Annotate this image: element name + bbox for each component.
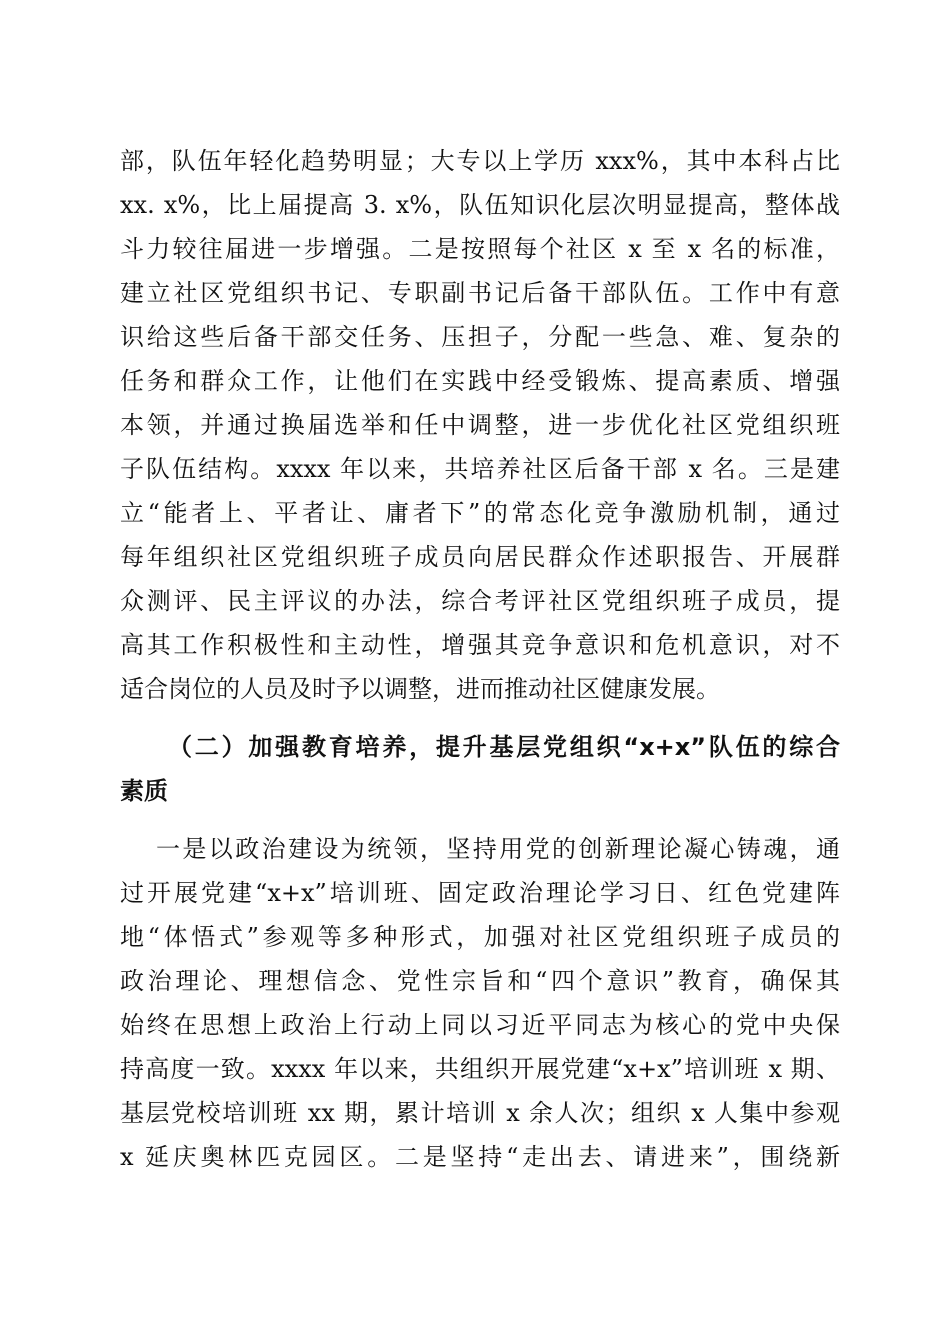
body-text-line: 持高度一致。xxxx 年以来，共组织开展党建“x+x”培训班 x 期、 xyxy=(120,1055,840,1083)
body-text-line: x 延庆奥林匹克园区。二是坚持“走出去、请进来”，围绕新 xyxy=(120,1143,840,1171)
body-text-line: 本领，并通过换届选举和任中调整，进一步优化社区党组织班 xyxy=(120,411,840,439)
section-heading-continued: 素质 xyxy=(120,777,168,805)
body-text-line: 过开展党建“x+x”培训班、固定政治理论学习日、红色党建阵 xyxy=(120,879,840,907)
body-text-line: 基层党校培训班 xx 期，累计培训 x 余人次；组织 x 人集中参观 xyxy=(120,1099,840,1127)
body-text-line: 高其工作积极性和主动性，增强其竞争意识和危机意识，对不 xyxy=(120,631,840,659)
body-text-line: 任务和群众工作，让他们在实践中经受锻炼、提高素质、增强 xyxy=(120,367,840,395)
body-text-line: 部，队伍年轻化趋势明显；大专以上学历 xxx%，其中本科占比 xyxy=(120,147,840,175)
body-text-line: 立“能者上、平者让、庸者下”的常态化竞争激励机制，通过 xyxy=(120,499,840,527)
body-text-line: 众测评、民主评议的办法，综合考评社区党组织班子成员，提 xyxy=(120,587,840,615)
body-text-line: 斗力较往届进一步增强。二是按照每个社区 x 至 x 名的标准， xyxy=(120,235,840,263)
body-text-line: 地“体悟式”参观等多种形式，加强对社区党组织班子成员的 xyxy=(120,923,840,951)
body-text-line: 建立社区党组织书记、专职副书记后备干部队伍。工作中有意 xyxy=(120,279,840,307)
body-text-line: 适合岗位的人员及时予以调整，进而推动社区健康发展。 xyxy=(120,675,720,703)
section-heading: （二）加强教育培养，提升基层党组织“x+x”队伍的综合 xyxy=(168,733,840,761)
body-text-line: xx. x%，比上届提高 3. x%，队伍知识化层次明显提高，整体战 xyxy=(120,191,840,219)
body-text-line: 识给这些后备干部交任务、压担子，分配一些急、难、复杂的 xyxy=(120,323,840,351)
body-text-line: 一是以政治建设为统领，坚持用党的创新理论凝心铸魂，通 xyxy=(156,835,840,863)
body-text-line: 每年组织社区党组织班子成员向居民群众作述职报告、开展群 xyxy=(120,543,840,571)
body-text-line: 始终在思想上政治上行动上同以习近平同志为核心的党中央保 xyxy=(120,1011,840,1039)
body-text-line: 子队伍结构。xxxx 年以来，共培养社区后备干部 x 名。三是建 xyxy=(120,455,840,483)
body-text-line: 政治理论、理想信念、党性宗旨和“四个意识”教育，确保其 xyxy=(120,967,840,995)
